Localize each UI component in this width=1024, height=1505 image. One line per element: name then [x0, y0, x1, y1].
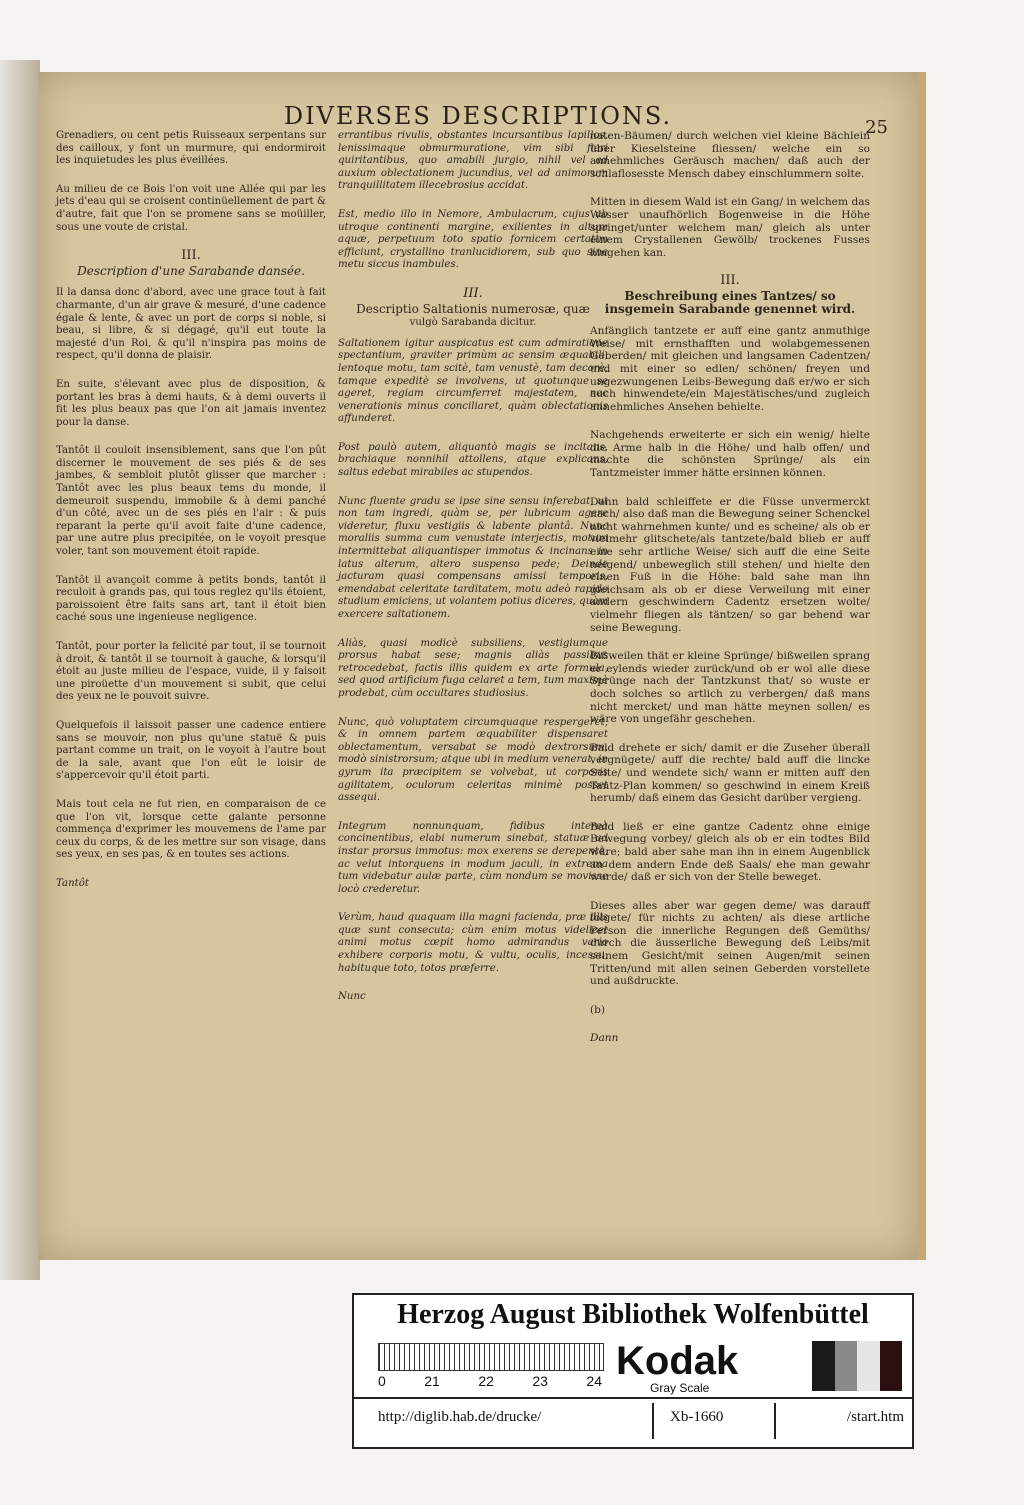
paragraph: naten-Bäumen/ durch welchen viel kleine Bächlein über Kieselsteine fliessen/ welche ein so annehmliches Geräusch machen/ daß auch der schlaflosesste Mensch dabey einschlummern solte.: [590, 130, 870, 180]
paragraph: Aliàs, quasi modicè subsiliens, vestigiumque prorsus habat sese; magnis aliàs passibus retrocedebat, factis illis quidem ex arte formula, sed quod artificium fuga celaret a tem, tum maximè prodebat, cùm occultares studiosius.: [338, 637, 608, 699]
signature-mark: (b): [590, 1003, 606, 1016]
paragraph: Bald ließ er eine gantze Cadentz ohne einige Bewegung vorbey/ gleich als ob er ein todtes Bild wäre; bald aber sahe man ihn in einem Augenblick an dem andern Ende deß Saals/ ehe man gewahr wurde/ daß er sich von der Stelle beweget.: [590, 820, 870, 884]
ruler-numbers: [378, 1373, 602, 1389]
paragraph: Verùm, haud quaquam illa magni facienda, præ illis quæ sunt consecuta; cùm enim motus videlicet animi motus cœpit homo admirandus vario exhibere corporis motu, & vultu, oculis, incessu, habituque toto, totos præferre.: [338, 912, 608, 974]
paragraph: En suite, s'élevant avec plus de disposition, & portant les bras à demi hauts, & à demi ouverts il fit les plus beaux pas que l'on ait jamais inventez pour la danse.: [56, 378, 326, 428]
divider: [774, 1403, 776, 1439]
paragraph: Bald drehete er sich/ damit er die Zuseher überall vergnügete/ auff die rechte/ bald auff die lincke Seite/ und wendete sich/ wann er mitten auff den Tantz-Plan kommen/ so geschwind in einem Kreiß herumb/ daß einem das Gesicht darüber vergieng.: [590, 741, 870, 805]
kodak-logo: Kodak: [616, 1339, 739, 1383]
ruler-number: 22: [478, 1373, 494, 1389]
ruler-number: 23: [532, 1373, 548, 1389]
section-number: III.: [720, 273, 740, 289]
digital-library-url: http://diglib.hab.de/drucke/: [378, 1409, 542, 1425]
gray-scale-label: Gray Scale: [650, 1381, 710, 1395]
paragraph: Integrum nonnunquam, fidibus intereà concinentibus, elabi numerum sinebat, statuæ ad instar prorsus immotus: mox exerens se derepentè, ac velut intorquens in modum jaculi, in extrema tum videbatur aulæ parte, cùm nondum se movisse locò crederetur.: [338, 820, 608, 895]
paragraph: Dieses alles aber war gegen deme/ was darauff folgete/ für nichts zu achten/ als diese artliche Person die innerliche Regungen deß Gemüths/ durch die äusserliche Bewegung deß Leibs/mit seinem Gesicht/mit seinen Augen/mit seinen Tritten/und mit allen seinen Geberden vorstellete und außdruckte.: [590, 899, 870, 988]
latin-column: [338, 130, 608, 1020]
start-path: /start.htm: [846, 1409, 904, 1425]
paragraph: Au milieu de ce Bois l'on voit une Allée qui par les jets d'eau qui se croisent continüellement de part & d'autre, fait que l'on se promene sans se moüiller, sous une voute de cristal.: [56, 183, 326, 233]
section-number: III.: [463, 285, 483, 301]
paragraph: Est, medio illo in Nemore, Ambulacrum, cujus ab utroque continenti margine, exilientes in altum aquæ, perpetuum toto spatio fornicem certatim efficiunt, crystallino tranlucidiorem, sub quo sine metu siccus inambules.: [338, 208, 608, 271]
swatch: [835, 1341, 858, 1391]
paragraph: Mitten in diesem Wald ist ein Gang/ in welchem das Wasser unaufhörlich Bogenweise in die Höhe springet/unter welchem man/ gleich als unter einem Crystallenen Gewölb/ trockenes Fusses hingehen kan.: [590, 196, 870, 259]
paragraph: Bißweilen thät er kleine Sprünge/ bißweilen sprang er eylends wieder zurück/und ob er wol alle diese Sprünge nach der Tantzkunst that/ so wuste er doch solches so artlich zu verbergen/ daß mans nicht mercket/ und man hätte meynen sollen/ es wäre von ungefähr geschehen.: [590, 650, 870, 726]
call-number: Xb-1660: [670, 1409, 724, 1425]
page-number: 25: [865, 117, 888, 138]
paragraph: Tantôt, pour porter la felicité par tout, il se tournoit à droit, & tantôt il se tournoit à gauche, & lorsqu'il étoit au juste milieu de l'espace, vuide, il y faisoit une piroüette d'un mouvement si subit, que celui des yeux ne le pouvoit suivre.: [56, 641, 326, 703]
section-title: Beschreibung eines Tantzes/ so insgemein Sarabande genennet wird.: [604, 288, 856, 316]
ruler-number: 21: [424, 1373, 440, 1389]
paragraph: errantibus rivulis, obstantes incursantibus lapillos, lenissimaque obmurmuratione, vim sibi fieri quiritantibus, quo amabili jurgio, nihil vel ad auxium oblectationem jucundius, vel ad animorum tranquillitatem illecebrosius accidat.: [338, 130, 608, 192]
swatch: [880, 1341, 903, 1391]
paragraph: Grenadiers, ou cent petis Ruisseaux serpentans sur des cailloux, y font un murmure, qui endormiroit les inquietudes les plus éveillées.: [56, 130, 326, 167]
section-number: III.: [181, 248, 201, 264]
library-color-target: [352, 1293, 914, 1449]
ruler-number: 24: [586, 1373, 602, 1389]
gray-swatches: [812, 1341, 902, 1391]
divider: [354, 1397, 912, 1399]
section-subtitle: vulgò Sarabanda dicitur.: [409, 317, 537, 329]
paragraph: Saltationem igitur auspicatus est cum admiratione spectantium, graviter primùm ac sensim æquabili, lentoque motu, tam scitè, tam venustè, tam decorè, tamque expeditè se involvens, ut quotunque se ageret, regiam circumferret majestatem, nec venerationis minus conciliaret, quàm oblectationis affunderet.: [338, 337, 608, 425]
catchword: Tantôt: [56, 877, 89, 889]
paragraph: Nunc fluente gradu se ipse sine sensu inferebat, ut non tam ingredi, quàm se, per lubricum agere videretur, fluxu vestigiis & labente plantâ. Nunc moraliis summa cum venustate interjectis, motum intermittebat aliquantisper immotus & incinans in latus alterum, altero suspenso pede; Deinde jacturam quasi compensans amissi temporis, emendabat celeritate tarditatem, motu adeò rapido studium emiciens, ut volantem potius diceres, quàm exercere saltationem.: [338, 495, 608, 620]
paragraph: Nachgehends erweiterte er sich ein wenig/ hielte die Arme halb in die Höhe/ und halb offen/ und machte die schönsten Sprünge/ als ein Tantzmeister immer hätte ersinnen können.: [590, 429, 870, 480]
paragraph: Dann bald schleiffete er die Füsse unvermerckt nach/ also daß man die Bewegung seiner Schenckel nicht wahrnehmen kunte/ und es scheine/ als ob er vielmehr glitschete/als tantzete/bald blieb er auff eine sehr artliche Weise/ sich auff die eine Seite neigend/ unbeweglich still stehen/ und hielte den einen Fuß in die Höhe: bald sahe man ihn gleichsam als ob er diese Verweilung mit einer andern geschwindern Cadentz ersetzen wolte/ vielmehr fliegen als täntzen/ so gar behend war seine Bewegung.: [590, 495, 870, 634]
scale-ruler: [378, 1343, 604, 1371]
library-name: Herzog August Bibliothek Wolfenbüttel: [397, 1299, 869, 1330]
paragraph: Post paulò autem, aliquantò magis se incitans, brachiaque nonnihil attollens, atque explicans, saltus edebat mirabiles ac stupendos.: [338, 441, 608, 479]
german-column: [590, 130, 870, 1061]
book-page: [38, 72, 926, 1260]
paragraph: Quelquefois il laissoit passer une cadence entiere sans se mouvoir, non plus qu'une statuë & puis partant comme un trait, on le voyoit à l'autre bout de la sale, avant que l'on eût le loisir de s'appercevoir qu'il étoit parti.: [56, 719, 326, 782]
book-gutter: [0, 60, 40, 1280]
catchword: Nunc: [338, 991, 366, 1003]
paragraph: Tantôt il couloit insensiblement, sans que l'on pût discerner le mouvement de ses piés & de ses jambes, & sembloit plutôt glisser que marcher : Tantôt avec les plus beaux tems du monde, il demeuroit suspendu, immobile & à demi panché d'un côté, avec un de ses piés en l'air : & puis reparant la perte qu'il avoit faite d'une cadence, par une autre plus precipitée, on le voyoit presque voler, tant son mouvement étoit rapide.: [56, 445, 326, 558]
swatch: [812, 1341, 835, 1391]
section-title: Descriptio Saltationis numerosæ, quæ: [356, 301, 590, 316]
divider: [652, 1403, 654, 1439]
paragraph: Tantôt il avançoit comme à petits bonds, tantôt il reculoit à grands pas, qui tous reglez qu'ils étoient, paroissoient être faits sans art, tant il étoit bien caché sous une ingenieuse negligence.: [56, 574, 326, 624]
running-header: DIVERSES DESCRIPTIONS.: [283, 102, 673, 130]
paragraph: Anfänglich tantzete er auff eine gantz anmuthige Weise/ mit ernsthafften und wolabgemessenen Geberden/ mit gleichen und langsamen Cadentzen/ und mit einer so edlen/ schönen/ freyen und ungezwungenen Leibs-Bewegung daß er/wo er sich auch hinwendete/ein Majestätisches/und zugleich annehmliches Ansehen behielte.: [590, 325, 870, 413]
paragraph: Nunc, quò voluptatem circumquaque respergeret, & in omnem partem æquabiliter dispensaret oblectamentum, versabat se modò dextrorsum, modò sinistrorsum; atque ubi in medium venerat, in gyrum ita præcipitem se volvebat, ut corporis agilitatem, oculorum celeritas minimè posset assequi.: [338, 716, 608, 804]
paragraph: Il la dansa donc d'abord, avec une grace tout à fait charmante, d'un air grave & mesuré, d'une cadence égale & lente, & avec un port de corps si noble, si beau, si libre, & si dégagé, qu'il eut toute la majesté d'un Roi, & qu'il n'inspira pas moins de respect, qu'il donna de plaisir.: [56, 287, 326, 362]
french-column: [56, 130, 326, 907]
section-title: Description d'une Sarabande dansée.: [77, 263, 305, 278]
paragraph: Mais tout cela ne fut rien, en comparaison de ce que l'on vit, lorsque cette galante personne commença d'exprimer les mouvemens de l'ame par ceux du corps, & de les mettre sur son visage, dans ses yeux, en ses pas, & en toutes ses actions.: [56, 798, 326, 861]
swatch: [857, 1341, 880, 1391]
ruler-number: 0: [378, 1373, 386, 1389]
catchword: Dann: [590, 1032, 619, 1045]
